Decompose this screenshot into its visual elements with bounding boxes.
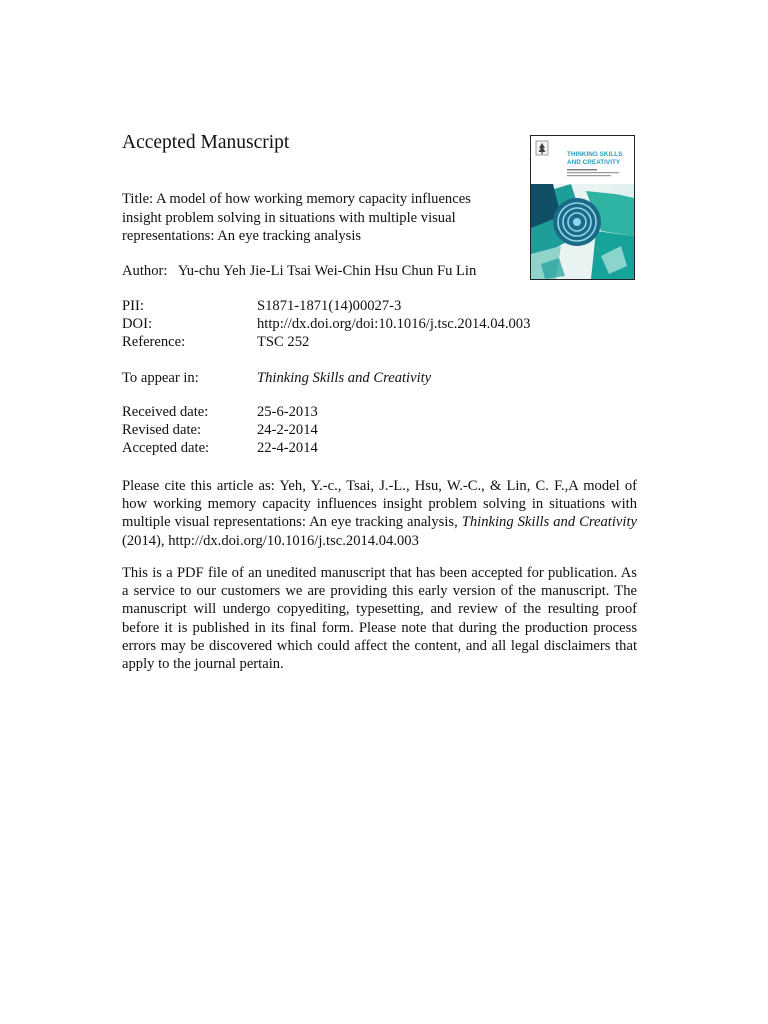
citation-prefix: Please cite this article as: Yeh, Y.-c., Tsai, J.-L., Hsu, W.-C., & Lin, C. F.,A model of how working memory capacity influences insight problem solving in situations with multiple visual representations: An eye tracking analysis,	[122, 478, 637, 531]
citation-journal: Thinking Skills and Creativity	[461, 514, 637, 531]
reference-label: Reference:	[122, 334, 186, 350]
article-title: A model of how working memory capacity influences insight problem solving in situations with multiple visual representations: An eye tracking analysis	[122, 191, 471, 244]
cover-title-line-1: THINKING SKILLS	[567, 151, 623, 158]
author-names: Yu-chu Yeh Jie-Li Tsai Wei-Chin Hsu Chun Fu Lin	[177, 263, 477, 279]
doi-label: DOI:	[122, 316, 152, 332]
received-label: Received date:	[122, 404, 209, 420]
page-title: Accepted Manuscript	[122, 132, 290, 153]
revised-label: Revised date:	[122, 422, 202, 438]
cover-title-line-2: AND CREATIVITY	[567, 159, 621, 166]
accepted-label: Accepted date:	[122, 440, 210, 456]
citation-paragraph	[122, 477, 637, 550]
pii-value: S1871-1871(14)00027-3	[257, 298, 402, 314]
accepted-date: 22-4-2014	[257, 440, 318, 456]
author-label: Author:	[122, 263, 168, 279]
received-date: 25-6-2013	[257, 404, 318, 420]
article-title-block	[122, 190, 492, 246]
manuscript-notice: This is a PDF file of an unedited manuscript that has been accepted for publication. As a service to our customers we are providing this early version of the manuscript. The manuscript will undergo copyediting, typesetting, and review of the resulting proof before it is published in its final form. Please note that during the production process errors may be discovered which could affect the content, and all legal disclaimers that apply to the journal pertain.	[122, 565, 637, 673]
pii-label: PII:	[122, 298, 144, 314]
author-line	[122, 262, 476, 281]
citation-suffix: (2014), http://dx.doi.org/10.1016/j.tsc.2014.04.003	[122, 532, 419, 549]
appear-in-label: To appear in:	[122, 370, 199, 386]
journal-name: Thinking Skills and Creativity	[257, 370, 432, 386]
reference-value: TSC 252	[257, 334, 310, 350]
revised-date: 24-2-2014	[257, 422, 318, 438]
journal-cover-image	[530, 135, 635, 280]
doi-link[interactable]: http://dx.doi.org/doi:10.1016/j.tsc.2014.04.003	[257, 316, 531, 332]
title-label: Title:	[122, 191, 154, 207]
cover-journal-title	[567, 151, 633, 167]
